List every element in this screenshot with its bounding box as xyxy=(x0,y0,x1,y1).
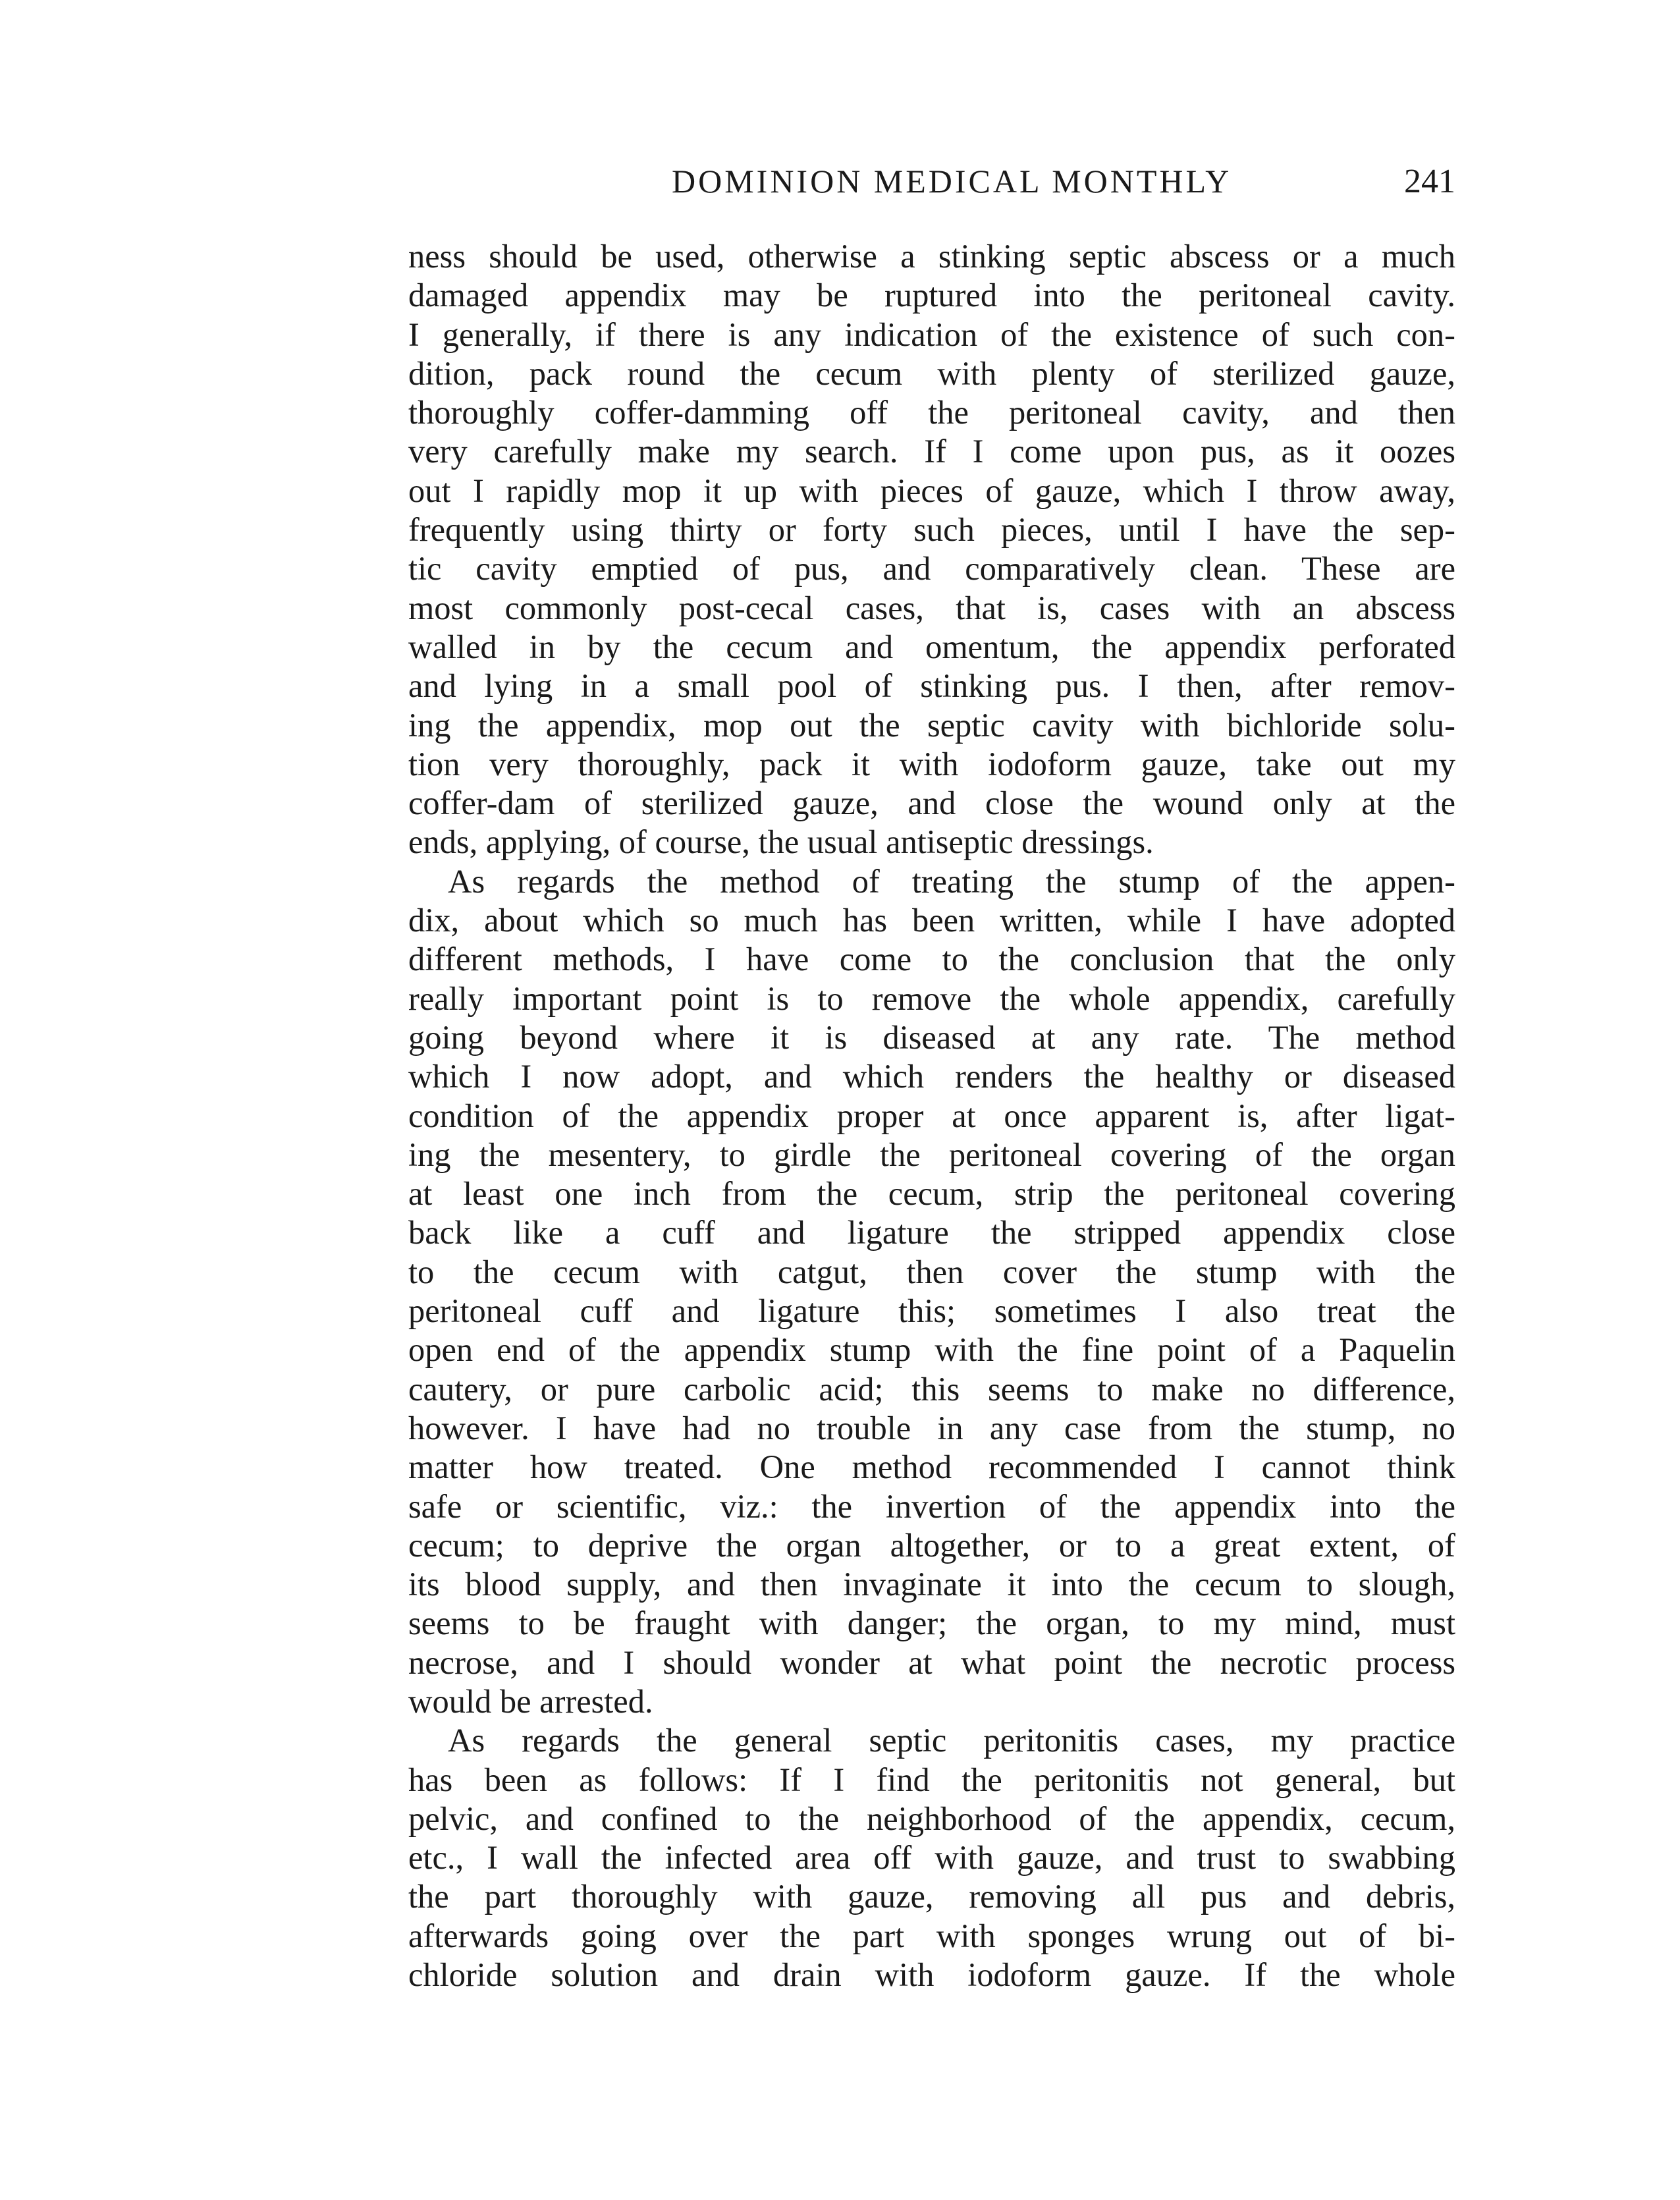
text-line: most commonly post-cecal cases, that is, cases with an abscess xyxy=(408,589,1455,626)
text-line: As regards the method of treating the stump of the appen- xyxy=(448,862,1455,900)
text-line: very carefully make my search. If I come upon pus, as it oozes xyxy=(408,433,1455,470)
text-line: back like a cuff and ligature the stripped appendix close xyxy=(408,1214,1455,1251)
text-line: pelvic, and confined to the neighborhood of the appendix, cecum, xyxy=(408,1800,1455,1837)
text-line: ing the appendix, mop out the septic cavity with bichloride solu- xyxy=(408,706,1455,744)
text-line: and lying in a small pool of stinking pus. I then, after remov- xyxy=(408,667,1455,705)
text-line: out I rapidly mop it up with pieces of gauze, which I throw away, xyxy=(408,472,1455,509)
text-line: to the cecum with catgut, then cover the stump with the xyxy=(408,1253,1455,1290)
text-line: thoroughly coffer-damming off the peritoneal cavity, and then xyxy=(408,394,1455,431)
text-line: As regards the general septic peritonitis cases, my practice xyxy=(448,1722,1455,1759)
text-line: dition, pack round the cecum with plenty of sterilized gauze, xyxy=(408,354,1455,392)
text-line: necrose, and I should wonder at what point the necrotic process xyxy=(408,1643,1455,1681)
text-line: going beyond where it is diseased at any rate. The method xyxy=(408,1018,1455,1056)
text-line: ing the mesentery, to girdle the peritoneal covering of the organ xyxy=(408,1136,1455,1173)
text-line: coffer-dam of sterilized gauze, and close the wound only at the xyxy=(408,784,1455,822)
text-line: chloride solution and drain with iodoform gauze. If the whole xyxy=(408,1956,1455,1994)
journal-title: DOMINION MEDICAL MONTHLY xyxy=(672,163,1232,200)
text-line: afterwards going over the part with sponges wrung out of bi- xyxy=(408,1917,1455,1954)
text-line: damaged appendix may be ruptured into the peritoneal cavity. xyxy=(408,277,1455,314)
text-line: open end of the appendix stump with the fine point of a Paquelin xyxy=(408,1331,1455,1369)
text-line: the part thoroughly with gauze, removing all pus and debris, xyxy=(408,1878,1455,1915)
text-line: its blood supply, and then invaginate it into the cecum to slough, xyxy=(408,1566,1455,1603)
page-number: 241 xyxy=(1404,163,1455,200)
text-line: different methods, I have come to the conclusion that the only xyxy=(408,941,1455,978)
text-line: walled in by the cecum and omentum, the appendix perforated xyxy=(408,628,1455,665)
text-line: tic cavity emptied of pus, and comparatively clean. These are xyxy=(408,550,1455,588)
text-line: cecum; to deprive the organ altogether, or to a great extent, of xyxy=(408,1526,1455,1564)
text-line: ends, applying, of course, the usual antiseptic dressings. xyxy=(408,823,1154,861)
text-line: cautery, or pure carbolic acid; this seems to make no difference, xyxy=(408,1370,1455,1408)
text-line: frequently using thirty or forty such pieces, until I have the sep- xyxy=(408,511,1455,549)
text-line: safe or scientific, viz.: the invertion of the appendix into the xyxy=(408,1487,1455,1525)
text-line: however. I have had no trouble in any case from the stump, no xyxy=(408,1409,1455,1446)
text-line: peritoneal cuff and ligature this; sometimes I also treat the xyxy=(408,1292,1455,1330)
running-head xyxy=(408,162,1455,208)
text-line: seems to be fraught with danger; the organ, to my mind, must xyxy=(408,1605,1455,1642)
text-line: I generally, if there is any indication of the existence of such con- xyxy=(408,316,1455,353)
text-line: dix, about which so much has been written, while I have adopted xyxy=(408,902,1455,939)
text-line: would be arrested. xyxy=(408,1682,653,1720)
text-line: etc., I wall the infected area off with gauze, and trust to swabbing xyxy=(408,1839,1455,1877)
text-line: at least one inch from the cecum, strip the peritoneal covering xyxy=(408,1175,1455,1213)
text-line: really important point is to remove the whole appendix, carefully xyxy=(408,979,1455,1017)
text-line: ness should be used, otherwise a stinking septic abscess or a much xyxy=(408,238,1455,275)
text-line: has been as follows: If I find the peritonitis not general, but xyxy=(408,1761,1455,1798)
text-line: which I now adopt, and which renders the healthy or diseased xyxy=(408,1058,1455,1095)
body-text xyxy=(408,237,1455,1994)
text-line: matter how treated. One method recommended I cannot think xyxy=(408,1448,1455,1486)
text-line: condition of the appendix proper at once apparent is, after ligat- xyxy=(408,1097,1455,1134)
text-line: tion very thoroughly, pack it with iodoform gauze, take out my xyxy=(408,745,1455,783)
